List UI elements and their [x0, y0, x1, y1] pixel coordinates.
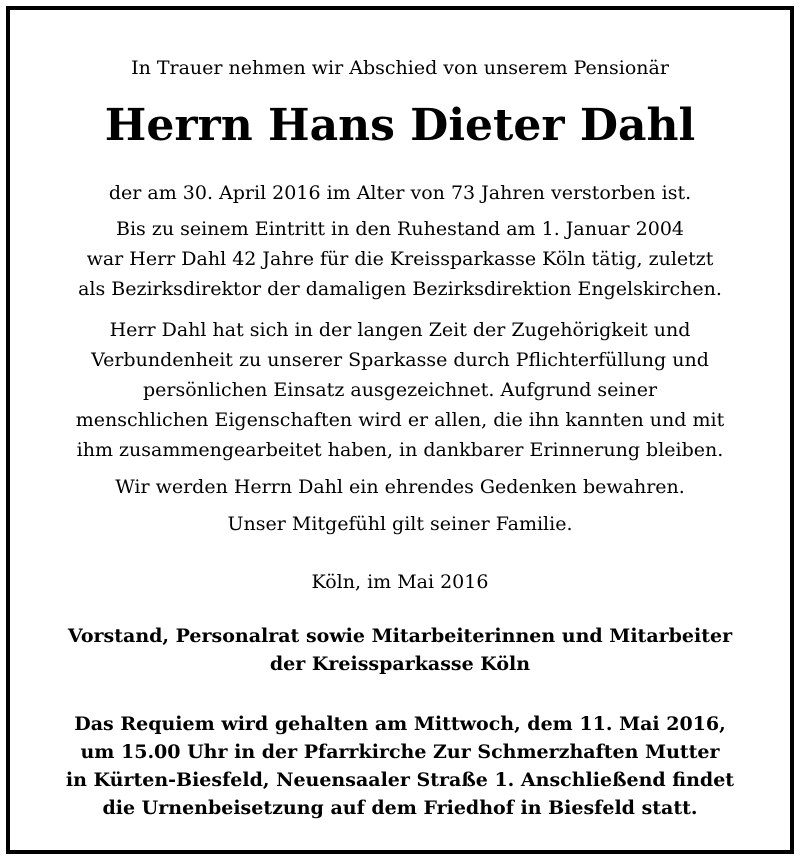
career-line: war Herr Dahl 42 Jahre für die Kreissparkasse Köln tätig, zuletzt: [86, 248, 714, 270]
intro-line: In Trauer nehmen wir Abschied von unserem Pensionär: [131, 57, 669, 79]
tribute-line: ihm zusammengearbeitet haben, in dankbarer Erinnerung bleiben.: [76, 439, 724, 461]
memory-line: Wir werden Herrn Dahl ein ehrendes Gedenken bewahren.: [115, 476, 685, 498]
deceased-name: Herrn Hans Dieter Dahl: [104, 100, 696, 151]
signatory-line: der Kreissparkasse Köln: [269, 653, 531, 675]
tribute-line: menschlichen Eigenschaften wird er allen, die ihn kannten und mit: [75, 409, 725, 431]
requiem-line: um 15.00 Uhr in der Pfarrkirche Zur Schmerzhaften Mutter: [80, 741, 720, 763]
tribute-line: Verbundenheit zu unserer Sparkasse durch Pflichterfüllung und: [91, 349, 709, 371]
signatory-line: Vorstand, Personalrat sowie Mitarbeiterinnen und Mitarbeiter: [67, 625, 733, 647]
requiem-paragraph: [10, 710, 790, 822]
career-line: Bis zu seinem Eintritt in den Ruhestand am 1. Januar 2004: [116, 218, 684, 240]
place-date: Köln, im Mai 2016: [311, 571, 489, 593]
career-paragraph: [10, 214, 790, 304]
requiem-line: in Kürten-Biesfeld, Neuensaaler Straße 1. Anschließend findet: [65, 769, 735, 791]
tribute-line: Herr Dahl hat sich in der langen Zeit der Zugehörigkeit und: [109, 319, 691, 341]
tribute-line: persönlichen Einsatz ausgezeichnet. Aufgrund seiner: [142, 379, 658, 401]
signatories: [10, 622, 790, 678]
tribute-paragraph: [10, 315, 790, 465]
requiem-line: Das Requiem wird gehalten am Mittwoch, dem 11. Mai 2016,: [74, 713, 726, 735]
requiem-line: die Urnenbeisetzung auf dem Friedhof in Biesfeld statt.: [102, 797, 698, 819]
notice-frame: [6, 6, 794, 854]
career-line: als Bezirksdirektor der damaligen Bezirksdirektion Engelskirchen.: [78, 278, 722, 300]
sympathy-line: Unser Mitgefühl gilt seiner Familie.: [227, 513, 573, 535]
death-line: der am 30. April 2016 im Alter von 73 Jahren verstorben ist.: [108, 182, 692, 204]
